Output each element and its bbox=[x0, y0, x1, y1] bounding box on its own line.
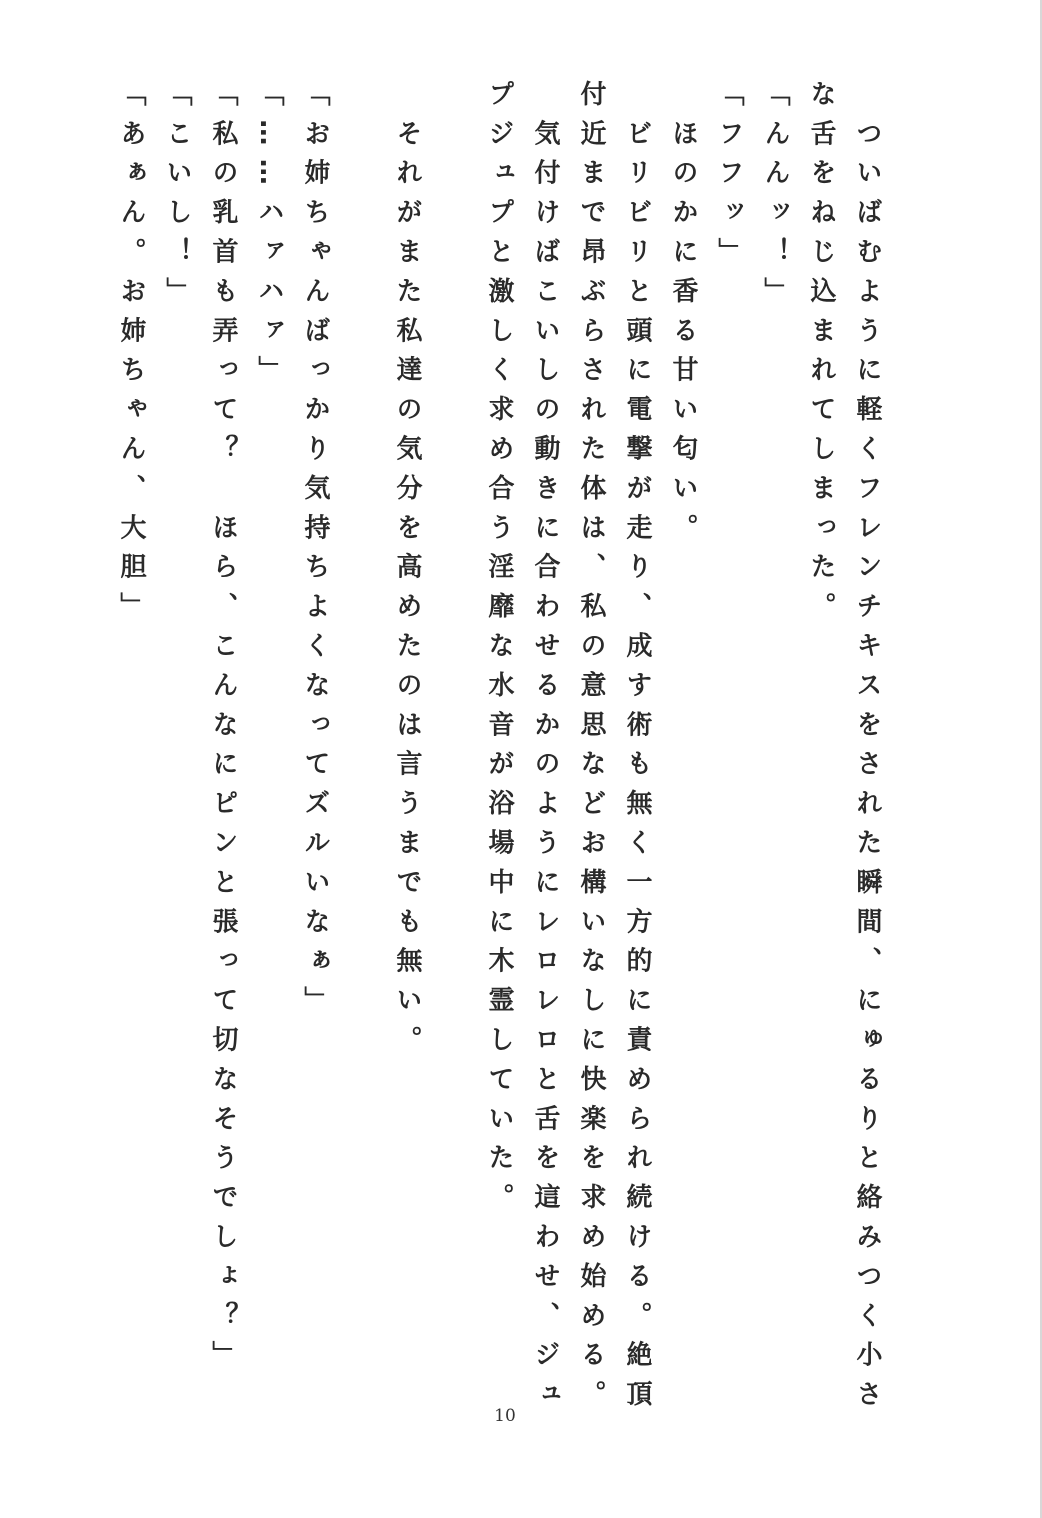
text-line: 「……ハァハァ」 bbox=[254, 80, 284, 396]
text-line: 付近まで昂ぶらされた体は、私の意思などお構いなしに快楽を求め始める。 bbox=[576, 80, 606, 1420]
text-line: プジュプと激しく求め合う淫靡な水音が浴場中に木霊していた。 bbox=[484, 80, 514, 1223]
text-line: な舌をねじ込まれてしまった。 bbox=[806, 80, 836, 632]
text-line: 気付けばこいしの動きに合わせるかのようにレロレロと舌を這わせ、ジュ bbox=[530, 80, 560, 1420]
blank-line bbox=[430, 80, 476, 1400]
text-line: ついばむように軽くフレンチキスをされた瞬間、にゅるりと絡みつく小さ bbox=[852, 80, 882, 1420]
page-number: 10 bbox=[494, 1406, 516, 1426]
text-line: ビリビリと頭に電撃が走り、成す術も無く一方的に責められ続ける。絶頂 bbox=[622, 80, 652, 1420]
text-line: 「お姉ちゃんばっかり気持ちよくなってズルいなぁ」 bbox=[300, 80, 330, 1026]
text-line: 「こいし！」 bbox=[162, 80, 192, 317]
blank-line bbox=[338, 80, 384, 1400]
text-line: ほのかに香る甘い匂い。 bbox=[668, 80, 698, 553]
text-line: 「んんッ！」 bbox=[760, 80, 790, 317]
text-line: 「私の乳首も弄って？ ほら、こんなにピンと張って切なそうでしょ？」 bbox=[208, 80, 238, 1381]
text-line: それがまた私達の気分を高めたのは言うまでも無い。 bbox=[392, 80, 422, 1065]
text-line: 「あぁん。お姉ちゃん、大胆」 bbox=[116, 80, 146, 632]
text-line: 「フフッ」 bbox=[714, 80, 744, 277]
